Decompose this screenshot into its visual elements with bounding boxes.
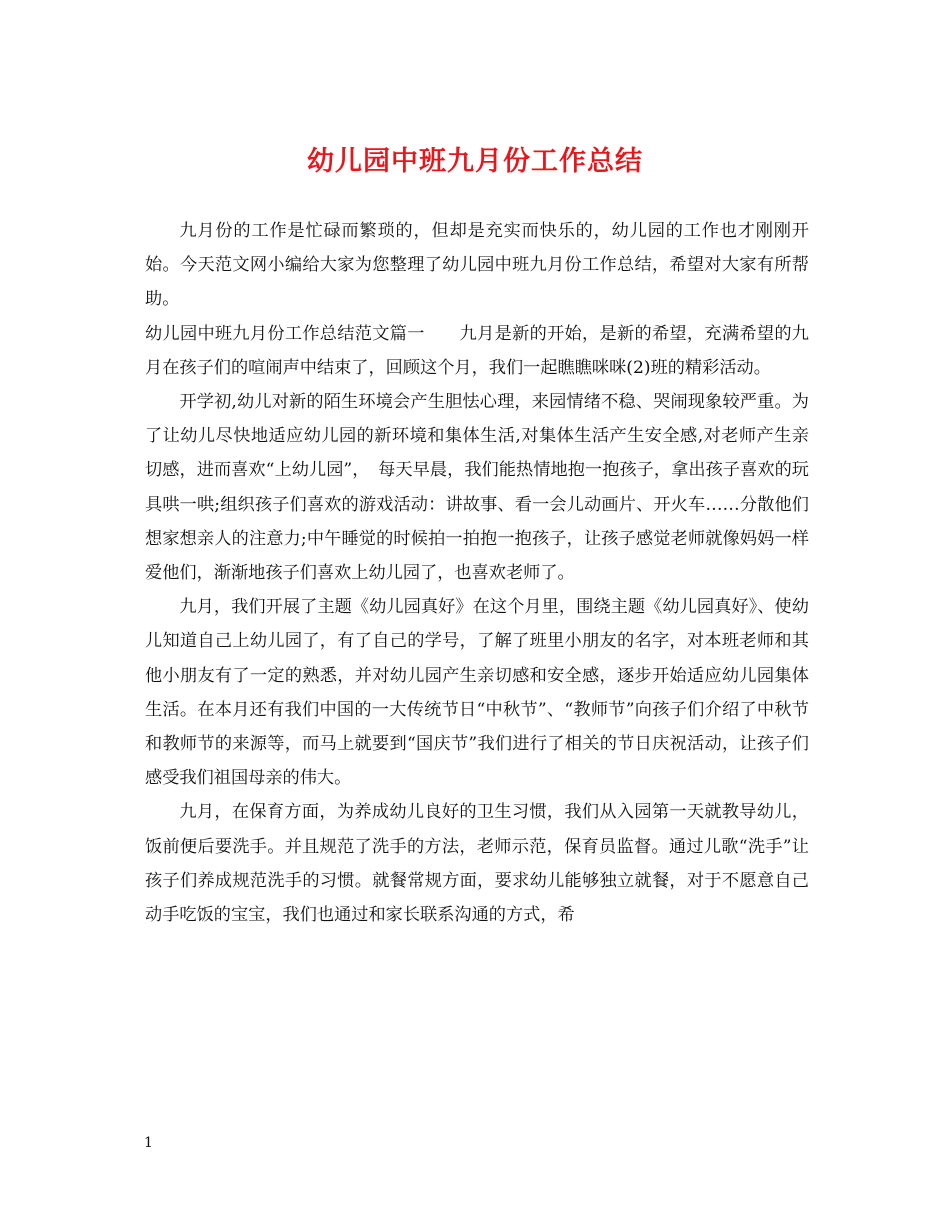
document-title: 幼儿园中班九月份工作总结 bbox=[307, 146, 643, 177]
paragraph-care: 九月，在保育方面，为养成幼儿良好的卫生习惯，我们从入园第一天就教导幼儿，饭前便后要洗手。并且规范了洗手的方法，老师示范，保育员监督。通过儿歌“洗手”让孩子们养成规范洗手的习惯。就餐常规方面，要求幼儿能够独立就餐，对于不愿意自己动手吃饭的宝宝，我们也通过和家长联系沟通的方式，希 bbox=[145, 802, 809, 926]
paragraph-theme: 九月，我们开展了主题《幼儿园真好》在这个月里，围绕主题《幼儿园真好》、使幼儿知道自己上幼儿园了，有了自己的学号，了解了班里小朋友的名字，对本班老师和其他小朋友有了一定的熟悉，并对幼儿园产生亲切感和安全感，逐步开始适应幼儿园集体生活。在本月还有我们中国的一大传统节日“中秋节”、“教师节”向孩子们介绍了中秋节和教师节的来源等，而马上就要到“国庆节”我们进行了相关的节日庆祝活动，让孩子们感受我们祖国母亲的伟大。 bbox=[145, 597, 809, 789]
paragraph-intro: 九月份的工作是忙碌而繁琐的，但却是充实而快乐的，幼儿园的工作也才刚刚开始。今天范文网小编给大家为您整理了幼儿园中班九月份工作总结，希望对大家有所帮助。 bbox=[145, 221, 809, 310]
paragraph-section-heading: 幼儿园中班九月份工作总结范文篇一 九月是新的开始，是新的希望，充满希望的九月在孩子们的喧闹声中结束了，回顾这个月，我们一起瞧瞧咪咪(2)班的精彩活动。 bbox=[145, 323, 809, 378]
document-body bbox=[145, 214, 809, 932]
paragraph-school-start: 开学初,幼儿对新的陌生环境会产生胆怯心理，来园情绪不稳、哭闹现象较严重。为了让幼儿尽快地适应幼儿园的新环境和集体生活,对集体生活产生安全感,对老师产生亲切感，进而喜欢“上幼儿园”， 每天早晨，我们能热情地抱一抱孩子，拿出孩子喜欢的玩具哄一哄;组织孩子们喜欢的游戏活动：讲故事、看一会儿动画片、开火车……分散他们想家想亲人的注意力;中午睡觉的时候拍一拍抱一抱孩子，让孩子感觉老师就像妈妈一样爱他们，渐渐地孩子们喜欢上幼儿园了，也喜欢老师了。 bbox=[145, 392, 809, 584]
page-number: 1 bbox=[144, 1135, 153, 1151]
